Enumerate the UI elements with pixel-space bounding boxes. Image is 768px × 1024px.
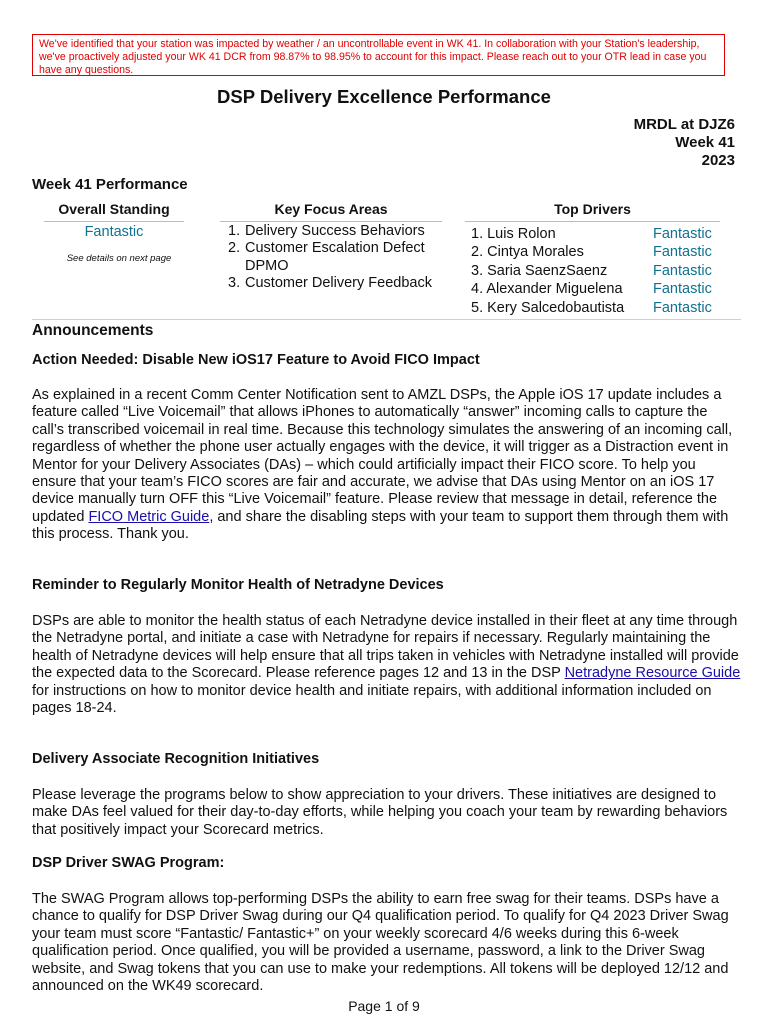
week-label: Week 41: [675, 134, 735, 151]
ios-body-part-2: , and share the disabling steps with your team to support them through them with this process. Thank you.: [32, 508, 729, 543]
focus-item-number: 1.: [228, 223, 241, 239]
top-drivers-list: [471, 225, 721, 317]
netradyne-paragraph: [32, 613, 742, 717]
swag-paragraph: The SWAG Program allows top-performing DSPs the ability to earn free swag for their teams. DSPs have a chance to qualify for DSP Driver Swag during our Q4 qualification period. To qualify for Q4 2023 Driver Swag your team must score “Fantastic/ Fantastic+” on your weekly scorecard 4/6 weeks during this 6-week qualification period. Once qualified, you will be provided a username, password, a link to the Driver Swag website, and Swag tokens that you can use to make your redemptions. All tokens will be deployed 12/12 and announced on the WK49 scorecard.: [32, 891, 729, 995]
top-drivers-header: Top Drivers: [465, 201, 720, 222]
focus-item-number: 2.: [228, 240, 241, 257]
driver-name: 1. Luis Rolon: [471, 226, 556, 242]
driver-row: [471, 299, 721, 317]
ios-heading: Action Needed: Disable New iOS17 Feature to Avoid FICO Impact: [32, 352, 480, 368]
see-details-note: See details on next page: [66, 253, 172, 264]
netradyne-body-part-1: DSPs are able to monitor the health status of each Netradyne device installed in their fleet at any time through the Netradyne portal, and initiate a case with Netradyne for repairs if necessary. Regularly maintaining the health of Netradyne devices will help ensure that all trips taken in vehicles with Netradyne installed will provide the expected data to the Scorecard. Please reference pages 12 and 13 in the DSP: [32, 613, 739, 682]
weather-impact-alert: We've identified that your station was impacted by weather / an uncontrollable event in WK 41. In collaboration with your Station's leadership, we've proactively adjusted your WK 41 DCR from 98.87% to 98.95% to account for this impact. Please reach out to your OTR lead in case you have any questions.: [32, 34, 725, 76]
page-number: Page 1 of 9: [348, 998, 420, 1014]
driver-name: 3. Saria SaenzSaenz: [471, 262, 608, 279]
driver-name: 2. Cintya Morales: [471, 244, 584, 261]
focus-item-number: 3.: [228, 275, 241, 292]
ios-body-part-1: As explained in a recent Comm Center Notification sent to AMZL DSPs, the Apple iOS 17 update includes a feature called “Live Voicemail” that allows iPhones to automatically “answer” incoming calls to capture the call’s transcribed voicemail in real time. Because this technology simulates the answering of an incoming call, regardless of whether the phone user actually engages with the device, it will trigger as a Distraction event in Mentor for your Delivery Associates (DAs) – which could artificially impact their FICO score. To help you ensure that your team’s FICO scores are fair and accurate, we advise that DAs using Mentor on an iOS 17 device manually turn OFF this “Live Voicemail” feature. Please review that message in detail, reference the updated: [32, 387, 733, 525]
driver-row: [471, 262, 721, 280]
fico-metric-guide-link[interactable]: FICO Metric Guide: [88, 508, 210, 525]
key-focus-header: Key Focus Areas: [220, 201, 442, 222]
report-meta: [634, 116, 735, 170]
driver-rating: Fantastic: [653, 226, 712, 242]
focus-item: [228, 240, 443, 275]
netradyne-heading: Reminder to Regularly Monitor Health of Netradyne Devices: [32, 577, 444, 593]
year-label: 2023: [701, 152, 735, 169]
driver-name: 5. Kery Salcedobautista: [471, 299, 625, 316]
netradyne-resource-guide-link[interactable]: Netradyne Resource Guide: [564, 665, 741, 682]
focus-item: [228, 223, 443, 240]
driver-rating: Fantastic: [653, 299, 712, 316]
focus-item-text: Customer Escalation Defect DPMO: [245, 240, 425, 274]
driver-row: [471, 280, 721, 298]
driver-rating: Fantastic: [653, 262, 712, 279]
driver-rating: Fantastic: [653, 281, 712, 298]
focus-item-text: Customer Delivery Feedback: [245, 275, 432, 292]
section-divider: [32, 319, 741, 320]
ios-paragraph: [32, 387, 742, 544]
driver-row: [471, 243, 721, 261]
station-label: MRDL at DJZ6: [633, 116, 735, 133]
recognition-paragraph: Please leverage the programs below to show appreciation to your drivers. These initiatives are designed to make DAs feel valued for their day-to-day efforts, while helping you coach your team by rewarding behaviors that positively impact your Scorecard metrics.: [32, 787, 728, 838]
driver-rating: Fantastic: [653, 244, 712, 261]
announcements-heading: Announcements: [32, 322, 154, 339]
overall-standing-value: Fantastic: [84, 224, 144, 240]
overall-standing-header: Overall Standing: [44, 201, 184, 222]
recognition-heading: Delivery Associate Recognition Initiatives: [32, 751, 320, 767]
focus-item: [228, 275, 443, 292]
netradyne-body-part-2: for instructions on how to monitor device health and initiate repairs, with additional information included on pages 18-24.: [32, 682, 712, 717]
key-focus-list: [228, 223, 443, 293]
performance-heading: Week 41 Performance: [32, 176, 188, 193]
driver-row: [471, 225, 721, 243]
driver-name: 4. Alexander Miguelena: [471, 281, 623, 298]
swag-heading: DSP Driver SWAG Program:: [32, 855, 225, 871]
page-title: DSP Delivery Excellence Performance: [217, 86, 551, 107]
focus-item-text: Delivery Success Behaviors: [245, 223, 425, 239]
